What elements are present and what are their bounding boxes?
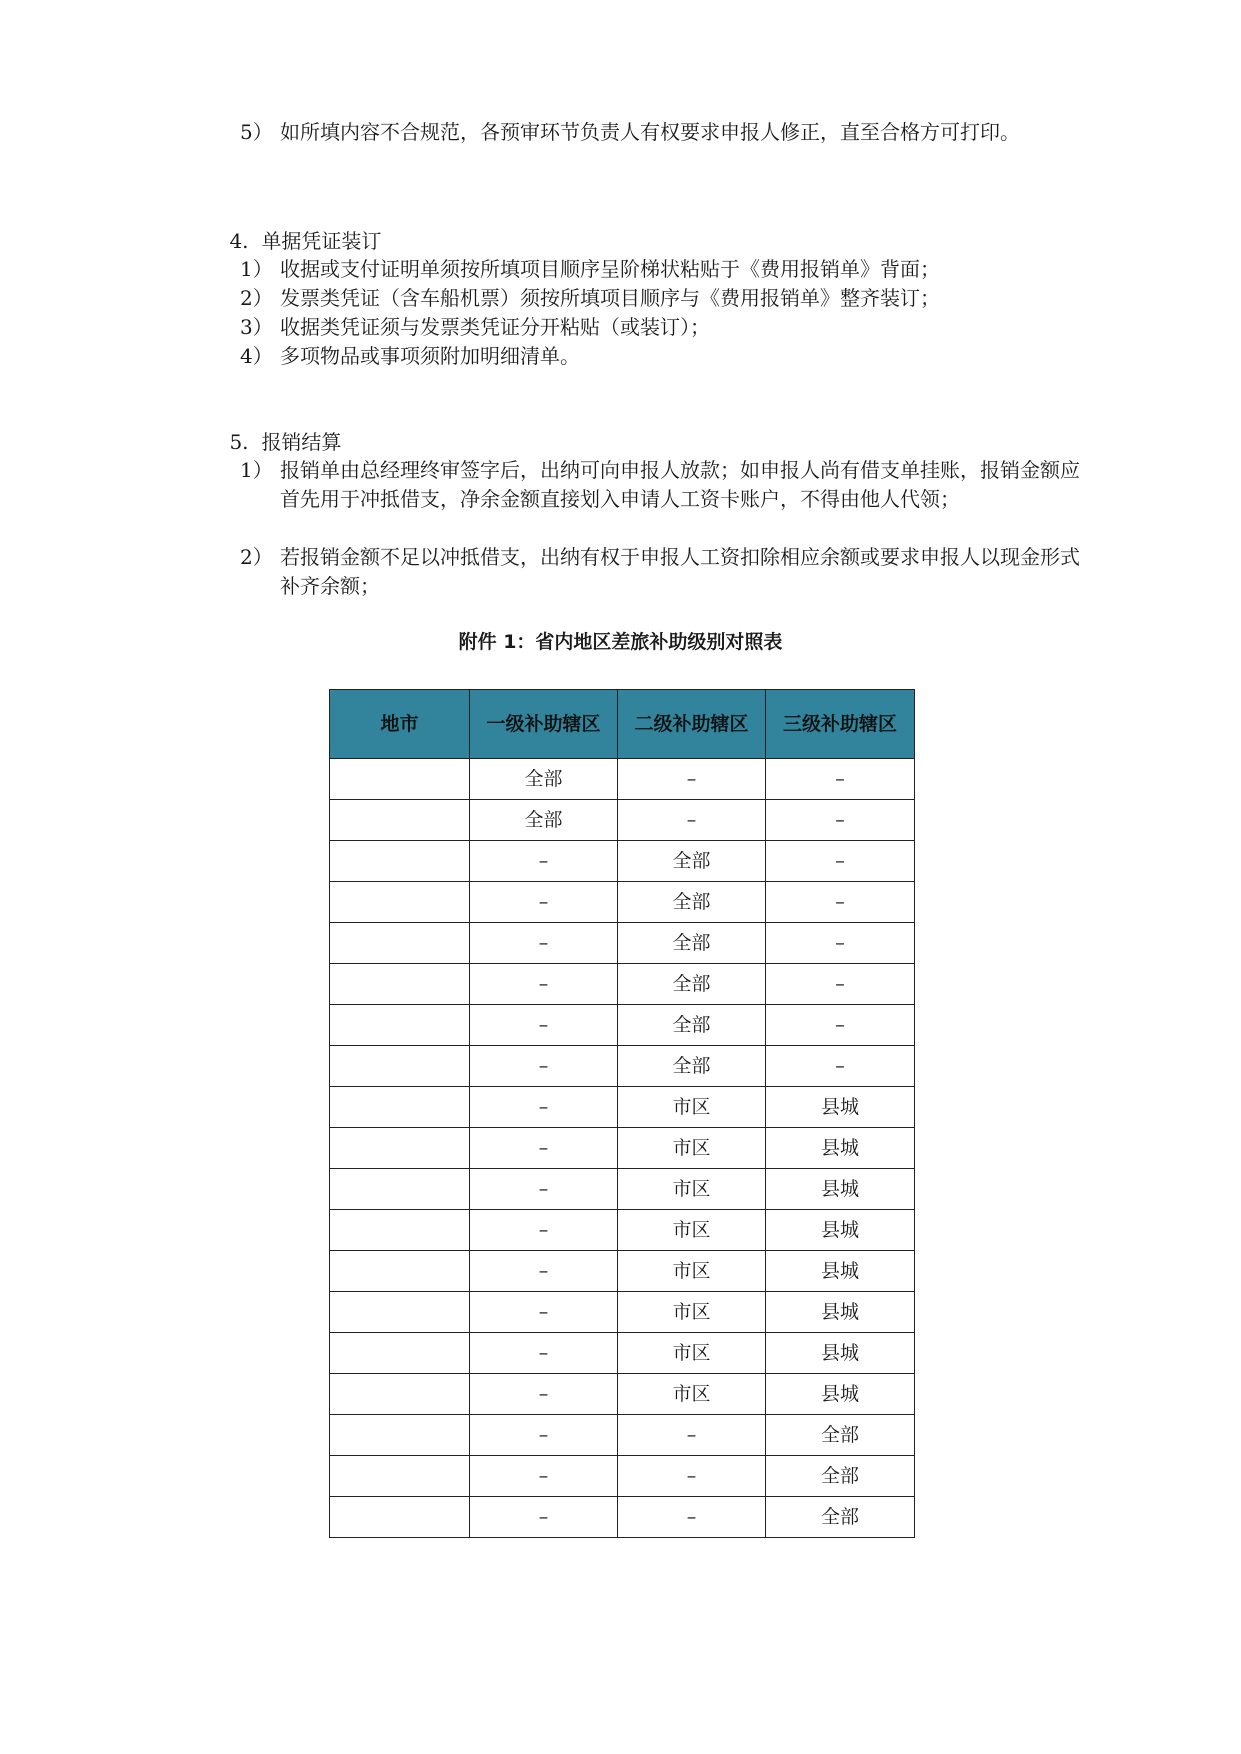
- cell-level-1: –: [470, 1169, 618, 1210]
- cell-level-2: 全部: [618, 882, 766, 923]
- cell-level-1: 全部: [470, 759, 618, 800]
- list-item-text: 若报销金额不足以冲抵借支，出纳有权于申报人工资扣除相应余额或要求申报人以现金形式补齐余额；: [280, 545, 1080, 598]
- section-number: 5.: [229, 430, 249, 454]
- cell-level-2: 市区: [618, 1128, 766, 1169]
- list-item-number: 1）: [240, 458, 273, 482]
- header-level-1: 一级补助辖区: [470, 690, 618, 759]
- cell-city: [330, 1210, 470, 1251]
- table-row: [330, 1169, 915, 1210]
- cell-level-2: 市区: [618, 1292, 766, 1333]
- table-row: [330, 964, 915, 1005]
- header-level-3: 三级补助辖区: [766, 690, 915, 759]
- list-item: [240, 284, 1080, 313]
- cell-city: [330, 1169, 470, 1210]
- table-header-row: [330, 690, 915, 759]
- table-row: [330, 1456, 915, 1497]
- list-item: [240, 543, 1080, 601]
- cell-level-3: –: [766, 841, 915, 882]
- list-item-number: 1）: [240, 257, 273, 281]
- cell-level-2: 市区: [618, 1087, 766, 1128]
- cell-level-3: 县城: [766, 1333, 915, 1374]
- cell-city: [330, 1497, 470, 1538]
- list-item-text: 收据类凭证须与发票类凭证分开粘贴（或装订）；: [280, 315, 710, 339]
- cell-level-1: –: [470, 1087, 618, 1128]
- list-item-text: 发票类凭证（含车船机票）须按所填项目顺序与《费用报销单》整齐装订；: [280, 286, 940, 310]
- cell-city: [330, 1415, 470, 1456]
- list-item-text: 收据或支付证明单须按所填项目顺序呈阶梯状粘贴于《费用报销单》背面；: [280, 257, 940, 281]
- cell-level-1: –: [470, 923, 618, 964]
- cell-city: [330, 1456, 470, 1497]
- cell-level-2: 全部: [618, 1005, 766, 1046]
- header-city: 地市: [330, 690, 470, 759]
- list-item-number: 2）: [240, 286, 273, 310]
- cell-level-1: 全部: [470, 800, 618, 841]
- cell-level-2: –: [618, 1415, 766, 1456]
- cell-level-3: 全部: [766, 1497, 915, 1538]
- table-row: [330, 1292, 915, 1333]
- table-row: [330, 1251, 915, 1292]
- table-row: [330, 1333, 915, 1374]
- cell-city: [330, 1087, 470, 1128]
- cell-level-3: 县城: [766, 1087, 915, 1128]
- cell-city: [330, 1005, 470, 1046]
- list-item: [240, 118, 1080, 147]
- list-item: [240, 456, 1080, 514]
- cell-level-3: 全部: [766, 1415, 915, 1456]
- cell-level-1: –: [470, 841, 618, 882]
- section-title: 报销结算: [261, 430, 342, 454]
- table-row: [330, 800, 915, 841]
- list-item-number: 3）: [240, 315, 273, 339]
- cell-level-1: –: [470, 1046, 618, 1087]
- table-row: [330, 1046, 915, 1087]
- cell-level-2: –: [618, 1456, 766, 1497]
- cell-city: [330, 841, 470, 882]
- table-row: [330, 759, 915, 800]
- cell-level-1: –: [470, 1210, 618, 1251]
- cell-level-1: –: [470, 964, 618, 1005]
- cell-level-3: –: [766, 1046, 915, 1087]
- cell-level-1: –: [470, 1333, 618, 1374]
- list-item: [240, 313, 1080, 342]
- table-row: [330, 882, 915, 923]
- cell-level-2: 市区: [618, 1333, 766, 1374]
- cell-level-1: –: [470, 1374, 618, 1415]
- cell-level-2: 市区: [618, 1210, 766, 1251]
- list-item-text: 如所填内容不合规范，各预审环节负责人有权要求申报人修正，直至合格方可打印。: [280, 120, 1020, 144]
- cell-level-1: –: [470, 1292, 618, 1333]
- cell-level-3: 县城: [766, 1374, 915, 1415]
- cell-city: [330, 759, 470, 800]
- cell-level-2: 市区: [618, 1374, 766, 1415]
- list-item-text: 报销单由总经理终审签字后，出纳可向申报人放款；如申报人尚有借支单挂账，报销金额应首先用于冲抵借支，净余金额直接划入申请人工资卡账户，不得由他人代领；: [280, 458, 1080, 511]
- cell-level-2: –: [618, 800, 766, 841]
- section-number: 4.: [229, 229, 249, 253]
- list-item: [240, 342, 1080, 371]
- list-item-number: 4）: [240, 344, 273, 368]
- table-caption: 附件 1：省内地区差旅补助级别对照表: [458, 631, 783, 653]
- cell-level-3: 县城: [766, 1292, 915, 1333]
- cell-level-2: 市区: [618, 1251, 766, 1292]
- allowance-level-table: [329, 689, 915, 1538]
- cell-level-3: –: [766, 800, 915, 841]
- cell-level-3: 县城: [766, 1210, 915, 1251]
- table-row: [330, 1128, 915, 1169]
- list-item-number: 5）: [240, 120, 273, 144]
- table-row: [330, 841, 915, 882]
- section-title: 单据凭证装订: [261, 229, 382, 253]
- list-item-number: 2）: [240, 545, 273, 569]
- cell-level-3: –: [766, 964, 915, 1005]
- cell-level-2: –: [618, 1497, 766, 1538]
- cell-level-3: –: [766, 1005, 915, 1046]
- list-item: [240, 255, 1080, 284]
- cell-level-2: –: [618, 759, 766, 800]
- cell-city: [330, 882, 470, 923]
- cell-level-2: 全部: [618, 923, 766, 964]
- cell-level-1: –: [470, 1415, 618, 1456]
- cell-level-3: 县城: [766, 1128, 915, 1169]
- cell-level-3: –: [766, 923, 915, 964]
- cell-level-1: –: [470, 882, 618, 923]
- table-body: [330, 759, 915, 1538]
- cell-city: [330, 1333, 470, 1374]
- cell-level-3: –: [766, 759, 915, 800]
- cell-level-3: 县城: [766, 1251, 915, 1292]
- table-row: [330, 923, 915, 964]
- table-row: [330, 1005, 915, 1046]
- cell-level-2: 全部: [618, 841, 766, 882]
- cell-city: [330, 1046, 470, 1087]
- table-row: [330, 1210, 915, 1251]
- cell-level-3: –: [766, 882, 915, 923]
- table-row: [330, 1087, 915, 1128]
- table-row: [330, 1374, 915, 1415]
- cell-city: [330, 964, 470, 1005]
- table-row: [330, 1497, 915, 1538]
- cell-city: [330, 800, 470, 841]
- header-level-2: 二级补助辖区: [618, 690, 766, 759]
- cell-city: [330, 1292, 470, 1333]
- cell-level-3: 全部: [766, 1456, 915, 1497]
- cell-level-1: –: [470, 1128, 618, 1169]
- cell-level-1: –: [470, 1456, 618, 1497]
- cell-level-2: 市区: [618, 1169, 766, 1210]
- cell-city: [330, 1251, 470, 1292]
- cell-city: [330, 923, 470, 964]
- cell-city: [330, 1128, 470, 1169]
- cell-level-1: –: [470, 1251, 618, 1292]
- cell-level-3: 县城: [766, 1169, 915, 1210]
- list-item-text: 多项物品或事项须附加明细清单。: [280, 344, 580, 368]
- cell-level-2: 全部: [618, 1046, 766, 1087]
- cell-level-1: –: [470, 1005, 618, 1046]
- cell-level-2: 全部: [618, 964, 766, 1005]
- cell-level-1: –: [470, 1497, 618, 1538]
- table-row: [330, 1415, 915, 1456]
- cell-city: [330, 1374, 470, 1415]
